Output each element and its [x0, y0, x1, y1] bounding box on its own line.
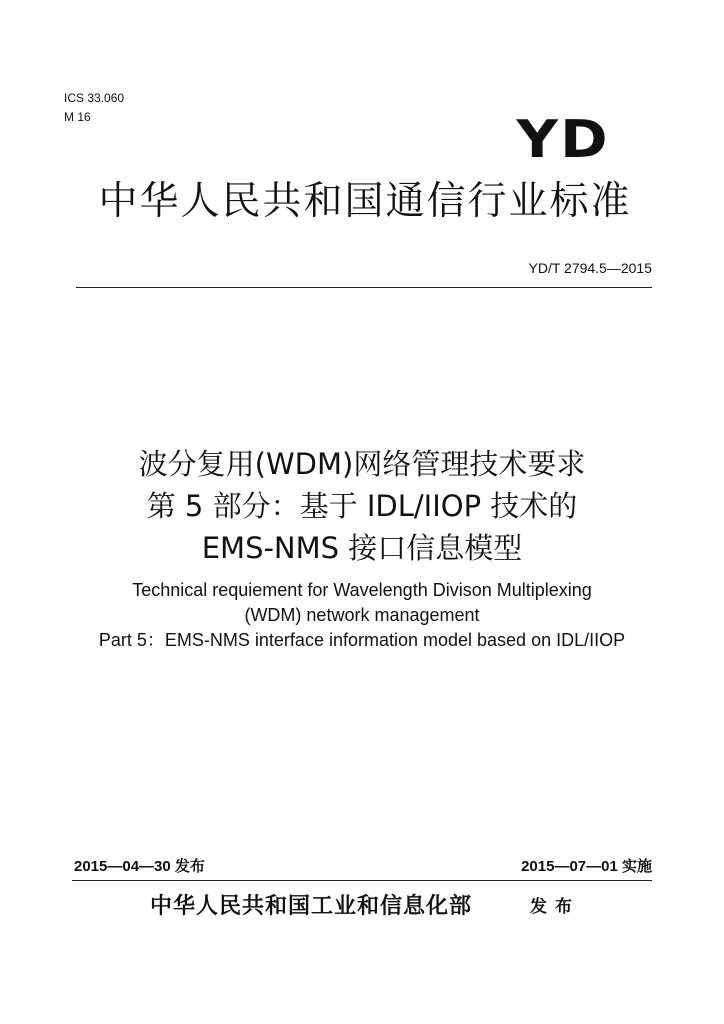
- title-cn-line-3: EMS-NMS 接口信息模型: [201, 531, 523, 565]
- bottom-divider: [72, 880, 652, 881]
- effective-date: 2015—07—01 实施: [521, 858, 652, 875]
- title-cn-line-2: 第 5 部分：基于 IDL/IIOP 技术的: [146, 489, 578, 523]
- standard-title: 中华人民共和国通信行业标准: [98, 179, 632, 224]
- title-en-line-3: Part 5：EMS-NMS interface information model based on IDL/IIOP: [98, 630, 626, 650]
- yd-logo: YD: [516, 110, 610, 170]
- classification-code: M 16: [64, 110, 91, 124]
- issuing-authority: 中华人民共和国工业和信息化部: [150, 893, 473, 919]
- title-en-line-1: Technical requiement for Wavelength Divison Multiplexing: [132, 580, 592, 600]
- title-en-line-2: (WDM) network management: [244, 605, 480, 625]
- standard-number: YD/T 2794.5—2015: [528, 260, 652, 276]
- title-cn-line-1: 波分复用(WDM)网络管理技术要求: [138, 447, 586, 481]
- top-divider: [76, 287, 652, 288]
- ics-code: ICS 33.060: [64, 91, 125, 105]
- issue-label: 发布: [530, 897, 580, 917]
- publish-date: 2015—04—30 发布: [74, 858, 205, 875]
